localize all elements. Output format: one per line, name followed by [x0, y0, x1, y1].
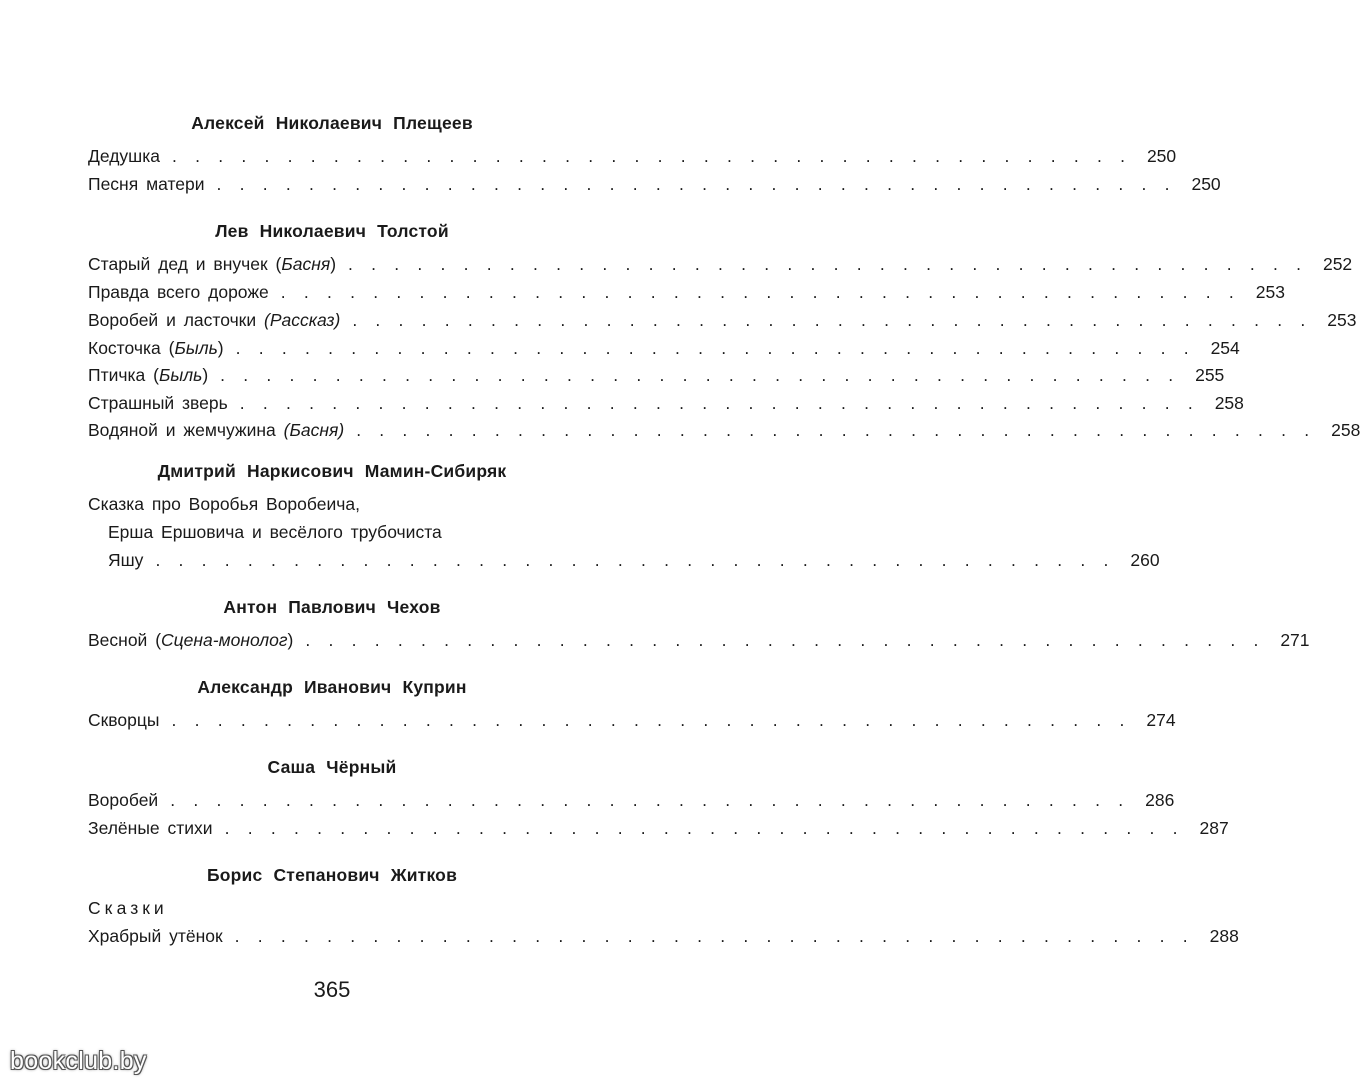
- toc-entry: [88, 309, 1357, 331]
- leader-dots: . . . . . . . . . . . . . . . . . . . . . . . . . . . . . . . . . . . . . . . . . .: [356, 420, 1315, 440]
- page-number: 287: [1199, 818, 1229, 838]
- entry-title: Яшу: [108, 550, 144, 570]
- entry-title: Косточка (Быль): [88, 338, 224, 358]
- page-number: 252: [1322, 254, 1353, 274]
- entry-title: Воробей и ласточки (Рассказ): [88, 310, 341, 330]
- entry-title: Страшный зверь: [88, 393, 228, 413]
- toc-entry: [88, 392, 1244, 414]
- entry-title: Птичка (Быль): [88, 365, 209, 385]
- toc-entry: [108, 549, 1160, 571]
- entry-genre: Сцена-монолог: [161, 630, 288, 650]
- author-heading: Антон Павлович Чехов: [223, 597, 441, 617]
- toc-entry: [88, 419, 1360, 441]
- toc-entry: [88, 925, 1239, 947]
- entry-title: Песня матери: [88, 174, 205, 194]
- toc-entry: [88, 789, 1175, 811]
- author-heading: Дмитрий Наркисович Мамин-Сибиряк: [157, 461, 507, 481]
- entry-title: Водяной и жемчужина (Басня): [88, 420, 345, 440]
- toc-entry: [88, 709, 1176, 731]
- author-heading: Алексей Николаевич Плещеев: [191, 113, 473, 133]
- page-number: 253: [1255, 282, 1285, 302]
- toc-entry: [88, 629, 1310, 651]
- leader-dots: . . . . . . . . . . . . . . . . . . . . . . . . . . . . . . . . . . . . . . . . . .: [234, 926, 1193, 946]
- author-heading: Борис Степанович Житков: [206, 865, 458, 885]
- page-number: 255: [1195, 365, 1225, 385]
- page-number: 258: [1331, 420, 1360, 440]
- page-number: 250: [1146, 146, 1177, 166]
- leader-dots: . . . . . . . . . . . . . . . . . . . . . . . . . . . . . . . . . . . . . . . . . .: [155, 550, 1114, 570]
- entry-title: Скворцы: [88, 710, 160, 730]
- leader-dots: . . . . . . . . . . . . . . . . . . . . . . . . . . . . . . . . . . . . . . . . . .: [348, 254, 1307, 274]
- page-number: 260: [1130, 550, 1160, 570]
- entry-title-line: Сказка про Воробья Воробеича,: [88, 494, 360, 514]
- entry-genre: Басня: [281, 254, 331, 274]
- page-number: 286: [1145, 790, 1175, 810]
- page-folio: 365: [313, 977, 351, 1002]
- page-number: 253: [1327, 310, 1357, 330]
- leader-dots: . . . . . . . . . . . . . . . . . . . . . . . . . . . . . . . . . . . . . . . . . .: [235, 338, 1194, 358]
- entry-title-line: Ерша Ершовича и весёлого трубочиста: [108, 522, 442, 542]
- leader-dots: . . . . . . . . . . . . . . . . . . . . . . . . . . . . . . . . . . . . . . . . . .: [305, 630, 1264, 650]
- entry-title: Храбрый утёнок: [88, 926, 223, 946]
- toc-entry: [88, 145, 1177, 167]
- leader-dots: . . . . . . . . . . . . . . . . . . . . . . . . . . . . . . . . . . . . . . . . . .: [171, 146, 1131, 166]
- page-number: 271: [1280, 630, 1310, 650]
- subsection-label: Сказки: [88, 898, 168, 918]
- entry-genre: Быль: [158, 365, 203, 385]
- leader-dots: . . . . . . . . . . . . . . . . . . . . . . . . . . . . . . . . . . . . . . . . . .: [224, 818, 1183, 838]
- page-number: 254: [1210, 338, 1240, 358]
- entry-genre: Быль: [174, 338, 218, 358]
- leader-dots: . . . . . . . . . . . . . . . . . . . . . . . . . . . . . . . . . . . . . . . . . .: [280, 282, 1239, 302]
- page-number: 288: [1209, 926, 1239, 946]
- toc-entry: [88, 173, 1221, 195]
- author-heading: Саша Чёрный: [267, 757, 397, 777]
- author-heading: Александр Иванович Куприн: [197, 677, 467, 697]
- toc-entry: [88, 281, 1285, 303]
- entry-genre: Рассказ: [269, 310, 335, 330]
- watermark-text: bookclub.by: [10, 1047, 147, 1075]
- entry-genre: Басня: [289, 420, 339, 440]
- page-number: 258: [1214, 393, 1244, 413]
- entry-title: Старый дед и внучек (Басня): [88, 254, 337, 274]
- toc-entry: [88, 337, 1240, 359]
- entry-title: Весной (Сцена-монолог): [88, 630, 294, 650]
- toc-entry: [88, 364, 1225, 386]
- leader-dots: . . . . . . . . . . . . . . . . . . . . . . . . . . . . . . . . . . . . . . . . . .: [216, 174, 1175, 194]
- entry-title: Зелёные стихи: [88, 818, 213, 838]
- toc-entry: [88, 817, 1229, 839]
- leader-dots: . . . . . . . . . . . . . . . . . . . . . . . . . . . . . . . . . . . . . . . . . .: [352, 310, 1311, 330]
- leader-dots: . . . . . . . . . . . . . . . . . . . . . . . . . . . . . . . . . . . . . . . . . .: [170, 790, 1129, 810]
- entry-title: Правда всего дороже: [88, 282, 269, 302]
- entry-title: Воробей: [88, 790, 159, 810]
- page-number: 250: [1191, 174, 1221, 194]
- author-heading: Лев Николаевич Толстой: [215, 221, 449, 241]
- toc-entry: [88, 253, 1353, 275]
- leader-dots: . . . . . . . . . . . . . . . . . . . . . . . . . . . . . . . . . . . . . . . . . .: [171, 710, 1130, 730]
- leader-dots: . . . . . . . . . . . . . . . . . . . . . . . . . . . . . . . . . . . . . . . . . .: [239, 393, 1198, 413]
- entry-title: Дедушка: [88, 146, 160, 166]
- leader-dots: . . . . . . . . . . . . . . . . . . . . . . . . . . . . . . . . . . . . . . . . . .: [220, 365, 1179, 385]
- page-number: 274: [1146, 710, 1176, 730]
